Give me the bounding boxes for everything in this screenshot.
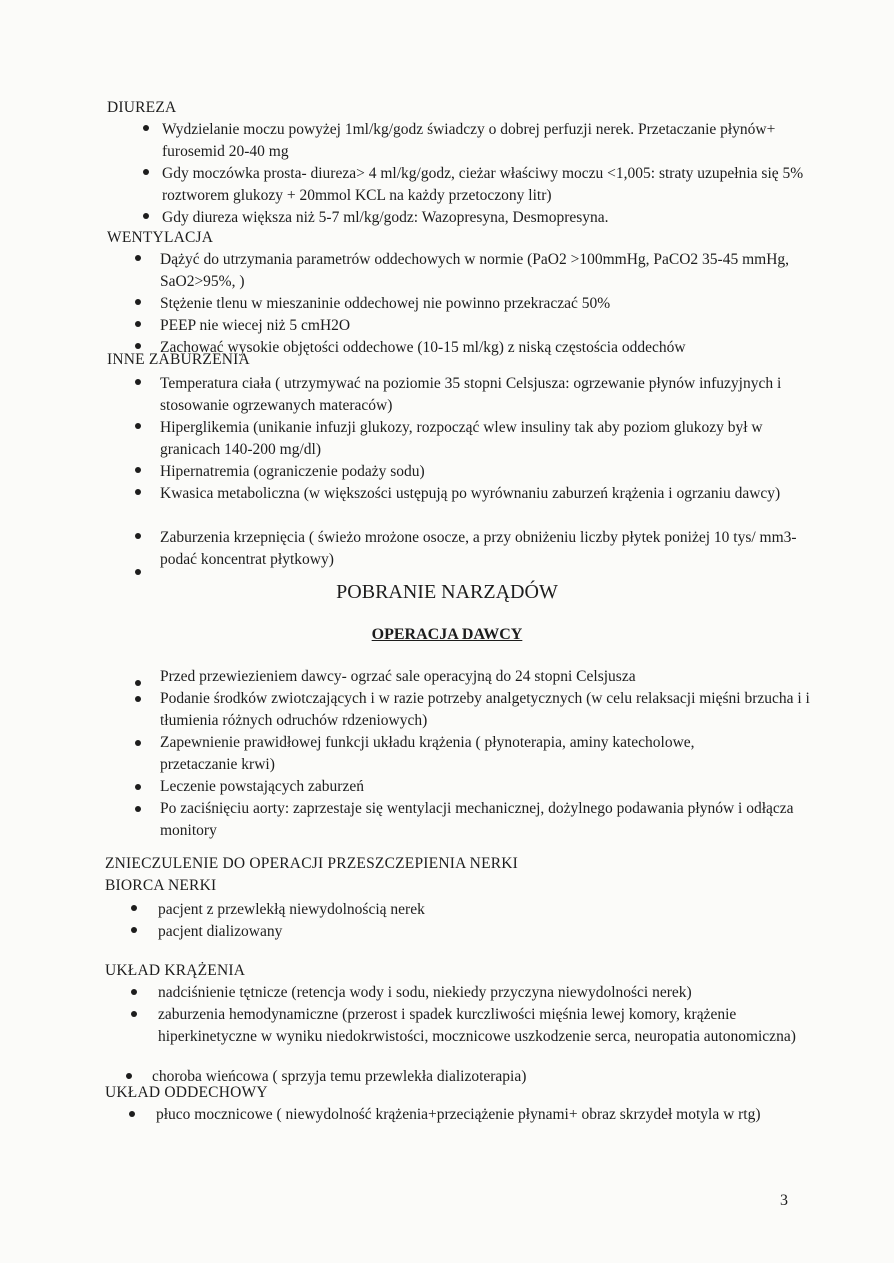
section-heading-inne-zaburzenia: INNE ZABURZENIA	[107, 351, 250, 368]
page-title: POBRANIE NARZĄDÓW	[336, 581, 558, 603]
bullet-icon	[135, 489, 141, 495]
bullet-icon	[135, 806, 141, 812]
section-heading-diureza: DIUREZA	[107, 99, 177, 116]
bullet-icon	[135, 680, 141, 686]
bullet-icon	[135, 467, 141, 473]
list-item: Przed przewiezieniem dawcy- ogrzać sale operacyjną do 24 stopni Celsjusza	[160, 668, 636, 685]
list-item: Zapewnienie prawidłowej funkcji układu krążenia ( płynoterapia, aminy katecholowe, przetaczanie krwi)	[160, 734, 695, 773]
list-item: płuco mocznicowe ( niewydolność krążenia+przeciążenie płynami+ obraz skrzydeł motyla w rtg)	[156, 1106, 761, 1123]
list-item: Leczenie powstających zaburzeń	[160, 778, 364, 795]
list-item: Kwasica metaboliczna (w większości ustępują po wyrównaniu zaburzeń krążenia i ogrzaniu dawcy)	[160, 485, 781, 502]
section-heading-znieczulenie: ZNIECZULENIE DO OPERACJI PRZESZCZEPIENIA NERKI	[105, 855, 519, 872]
bullet-icon	[126, 1073, 132, 1079]
section-heading-wentylacja: WENTYLACJA	[107, 229, 214, 246]
bullet-icon	[131, 905, 137, 911]
list-item: Po zaciśnięciu aorty: zaprzestaje się wentylacji mechanicznej, dożylnego podawania płynów i odłącza monitory	[160, 800, 794, 839]
bullet-icon	[135, 740, 141, 746]
list-item: PEEP nie wiecej niż 5 cmH2O	[160, 317, 351, 334]
list-item: Temperatura ciała ( utrzymywać na poziomie 35 stopni Celsjusza: ogrzewanie płynów infuzyjnych i stosowanie ogrzewanych materaców)	[160, 375, 782, 414]
section-heading-uklad-oddechowy: UKŁAD ODDECHOWY	[105, 1084, 268, 1101]
bullet-icon	[131, 989, 137, 995]
bullet-icon	[135, 321, 141, 327]
section-heading-uklad-krazenia: UKŁAD KRĄŻENIA	[105, 962, 246, 979]
list-item: zaburzenia hemodynamiczne (przerost i spadek kurczliwości mięśnia lewej komory, krążenie hiperkinetyczne w wyniku niedokrwistości, mocznicowe uszkodzenie serca, neuropatia autonomiczna)	[158, 1006, 796, 1045]
section-heading-biorca-nerki: BIORCA NERKI	[105, 877, 217, 894]
section-subtitle: OPERACJA DAWCY	[371, 626, 523, 643]
bullet-icon	[131, 927, 137, 933]
list-item: pacjent z przewlekłą niewydolnością nerek	[158, 901, 425, 918]
list-item: Hiperglikemia (unikanie infuzji glukozy, rozpocząć wlew insuliny tak aby poziom glukozy był w granicach 140-200 mg/dl)	[160, 419, 763, 458]
bullet-icon	[129, 1111, 135, 1117]
bullet-icon	[135, 784, 141, 790]
bullet-icon	[143, 169, 149, 175]
list-item: Hipernatremia (ograniczenie podaży sodu)	[160, 463, 425, 480]
list-item: Gdy moczówka prosta- diureza> 4 ml/kg/godz, cieżar właściwy moczu <1,005: straty uzupełnia się 5% roztworem glukozy + 20mmol KCL na każdy przetoczony litr)	[162, 165, 804, 204]
list-item: Dążyć do utrzymania parametrów oddechowych w normie (PaO2 >100mmHg, PaCO2 35-45 mmHg, SaO2>95%, )	[160, 251, 790, 290]
list-item: choroba wieńcowa ( sprzyja temu przewlekła dializoterapia)	[152, 1068, 527, 1085]
bullet-icon	[143, 125, 149, 131]
list-item: Gdy diureza większa niż 5-7 ml/kg/godz: Wazopresyna, Desmopresyna.	[162, 209, 609, 226]
list-item: pacjent dializowany	[158, 923, 283, 940]
list-item: Stężenie tlenu w mieszaninie oddechowej nie powinno przekraczać 50%	[160, 295, 611, 312]
bullet-icon	[143, 213, 149, 219]
list-item: Wydzielanie moczu powyżej 1ml/kg/godz świadczy o dobrej perfuzji nerek. Przetaczanie płynów+ furosemid 20-40 mg	[162, 121, 776, 160]
list-item: Zaburzenia krzepnięcia ( świeżo mrożone osocze, a przy obniżeniu liczby płytek poniżej 10 tys/ mm3- podać koncentrat płytkowy)	[160, 529, 797, 568]
list-item: Zachować wysokie objętości oddechowe (10-15 ml/kg) z niską częstościa oddechów	[160, 339, 686, 356]
list-item: Podanie środków zwiotczających i w razie potrzeby analgetycznych (w celu relaksacji mięśni brzucha i i tłumienia różnych odruchów rdzeniowych)	[160, 690, 810, 729]
bullet-icon	[135, 696, 141, 702]
bullet-icon	[135, 569, 141, 575]
bullet-icon	[135, 255, 141, 261]
list-item: nadciśnienie tętnicze (retencja wody i sodu, niekiedy przyczyna niewydolności nerek)	[158, 984, 692, 1001]
bullet-icon	[135, 299, 141, 305]
bullet-icon	[131, 1011, 137, 1017]
bullet-icon	[135, 379, 141, 385]
page-number: 3	[780, 1192, 788, 1209]
bullet-icon	[135, 423, 141, 429]
bullet-icon	[135, 533, 141, 539]
